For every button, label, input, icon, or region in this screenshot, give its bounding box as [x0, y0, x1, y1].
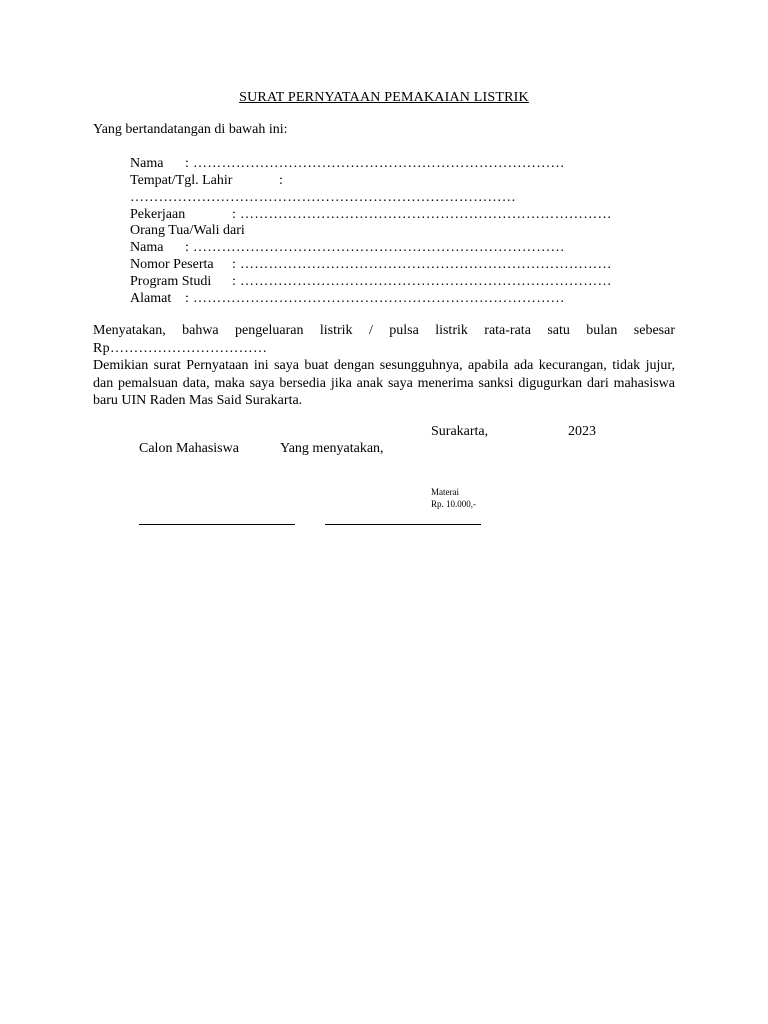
statement-paragraph-2: Demikian surat Pernyataan ini saya buat dengan sesungguhnya, apabila ada kecurangan, tidak jujur, dan pemalsuan data, maka saya bersedia jika anak saya menerima sanksi digugurkan dari mahasiswa baru UIN Raden Mas Said Surakarta.	[93, 358, 675, 408]
signature-line-left	[139, 524, 295, 525]
field-label-tempat-tgl-lahir: Tempat/Tgl. Lahir	[130, 173, 233, 188]
field-label-program-studi: Program Studi	[130, 274, 212, 289]
field-label-alamat: Alamat	[130, 291, 172, 306]
stamp-value: Rp. 10.000,-	[431, 499, 476, 509]
field-value-program-studi: : ……………………………………………………………………	[232, 274, 612, 289]
statement-line-2: Rp……………………………	[93, 341, 268, 356]
field-value-pekerjaan: : ……………………………………………………………………	[232, 207, 612, 222]
signer-left-label: Calon Mahasiswa	[139, 441, 239, 456]
signer-right-label: Yang menyatakan,	[280, 441, 384, 456]
place-text: Surakarta,	[431, 424, 489, 439]
stamp-label: Materai	[431, 487, 459, 497]
field-label-nama: Nama	[130, 156, 164, 171]
signature-line-right	[325, 524, 481, 525]
intro-text: Yang bertandatangan di bawah ini:	[93, 122, 288, 137]
field-value-nama-anak: : ……………………………………………………………………	[185, 240, 565, 255]
field-value-tempat-tgl-lahir: ………………………………………………………………………	[130, 190, 517, 205]
field-label-nama-anak: Nama	[130, 240, 164, 255]
field-label-nomor-peserta: Nomor Peserta	[130, 257, 214, 272]
field-colon-tempat-tgl-lahir: :	[279, 173, 283, 188]
field-label-orang-tua-wali: Orang Tua/Wali dari	[130, 223, 245, 238]
statement-line-1: Menyatakan, bahwa pengeluaran listrik / pulsa listrik rata-rata satu bulan sebesar	[93, 323, 675, 338]
field-value-nama: : ……………………………………………………………………	[185, 156, 565, 171]
year-text: 2023	[568, 424, 596, 439]
document-title: SURAT PERNYATAAN PEMAKAIAN LISTRIK	[239, 90, 529, 105]
field-label-pekerjaan: Pekerjaan	[130, 207, 186, 222]
field-value-nomor-peserta: : ……………………………………………………………………	[232, 257, 612, 272]
field-value-alamat: : ……………………………………………………………………	[185, 291, 565, 306]
